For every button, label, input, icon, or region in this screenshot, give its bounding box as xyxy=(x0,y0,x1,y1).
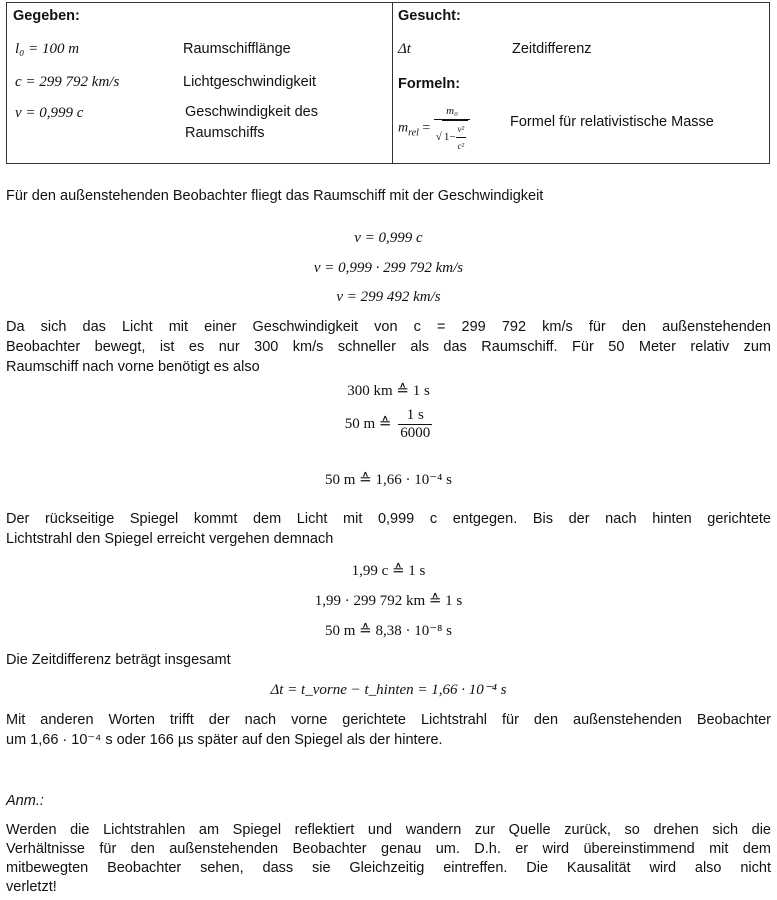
equation-5 xyxy=(0,407,777,442)
formulas-heading: Formeln: xyxy=(398,76,461,92)
equation-2: v = 0,999 · 299 792 km/s xyxy=(313,260,464,276)
equation-7: 1,99 c ≙ 1 s xyxy=(351,563,426,579)
formula-numerator: m₀ xyxy=(434,103,470,120)
formula-inner-num: v² xyxy=(456,121,467,138)
given-heading: Gegeben: xyxy=(13,8,80,24)
equation-5-numerator: 1 s xyxy=(398,407,432,425)
formula-lhs-sub: rel xyxy=(408,127,419,139)
given-lightspeed-label: Lichtgeschwindigkeit xyxy=(183,74,316,90)
given-velocity-symbol: v = 0,999 c xyxy=(15,105,84,121)
note-line-1: Werden die Lichtstrahlen am Spiegel reflektiert und wandern zur Quelle zurück, so drehen sich die xyxy=(6,822,771,838)
equation-5-lhs: 50 m ≙ xyxy=(344,415,392,432)
equation-1: v = 0,999 c xyxy=(354,230,423,246)
paragraph-2-line-3: Raumschiff nach vorne benötigt es also xyxy=(6,359,260,375)
formula-lhs: m xyxy=(398,120,409,136)
paragraph-5-line-2: um 1,66 · 10⁻⁴ s oder 166 µs später auf den Spiegel als der hintere. xyxy=(6,732,443,748)
paragraph-5-line-1: Mit anderen Worten trifft der nach vorne gerichtete Lichtstrahl für den außenstehenden Beobachter xyxy=(6,712,771,728)
given-wanted-table xyxy=(6,2,770,164)
paragraph-3-line-2: Lichtstrahl den Spiegel erreicht vergehen demnach xyxy=(6,531,334,547)
note-line-3: mitbewegten Beobachter sehen, dass sie Gleichzeitig eintreffen. Die Kausalität wird also nicht xyxy=(6,860,771,876)
equation-3: v = 299 492 km/s xyxy=(336,289,441,305)
given-velocity-label-1: Geschwindigkeit des xyxy=(185,104,318,120)
table-divider xyxy=(392,3,393,163)
given-lightspeed-symbol: c = 299 792 km/s xyxy=(15,74,120,90)
note-heading: Anm.: xyxy=(6,793,44,809)
given-length-symbol: l₀ = 100 m xyxy=(15,41,80,57)
given-length-label: Raumschifflänge xyxy=(183,41,291,57)
note-line-4: verletzt! xyxy=(6,879,57,895)
formula-fraction: m₀ √ 1− $\frac{\text{v²}}{\text{c²}}$ xyxy=(434,103,470,154)
note-line-2: Verhältnisse für den außenstehenden Beobachter genau um. D.h. er wird übereinstimmend mit dem xyxy=(6,841,771,857)
relativistic-mass-formula: $m_{rel}$ = m₀ √ 1− $\frac{\text{v²}}{\text{c²}}$ xyxy=(398,103,470,154)
paragraph-4: Die Zeitdifferenz beträgt insgesamt xyxy=(6,652,231,668)
paragraph-2-line-1: Da sich das Licht mit einer Geschwindigkeit von c = 299 792 km/s für den außenstehenden xyxy=(6,319,771,335)
wanted-heading: Gesucht: xyxy=(398,8,461,24)
paragraph-3-line-1: Der rückseitige Spiegel kommt dem Licht mit 0,999 c entgegen. Bis der nach hinten gerichtete xyxy=(6,511,771,527)
equation-5-denominator: 6000 xyxy=(400,425,431,441)
formula-label: Formel für relativistische Masse xyxy=(510,114,714,130)
wanted-label: Zeitdifferenz xyxy=(512,41,592,57)
equation-4: 300 km ≙ 1 s xyxy=(347,383,430,399)
equation-10: Δt = t_vorne − t_hinten = 1,66 · 10⁻⁴ s xyxy=(270,682,507,698)
equation-6: 50 m ≙ 1,66 · 10⁻⁴ s xyxy=(325,472,452,488)
equation-8: 1,99 · 299 792 km ≙ 1 s xyxy=(314,593,463,609)
formula-radicand: 1− xyxy=(443,131,456,144)
given-velocity-label-2: Raumschiffs xyxy=(185,125,265,141)
formula-inner-den: c² xyxy=(457,141,465,151)
wanted-symbol: Δt xyxy=(398,41,411,57)
paragraph-1: Für den außenstehenden Beobachter fliegt das Raumschiff mit der Geschwindigkeit xyxy=(6,188,544,204)
paragraph-2-line-2: Beobachter bewegt, ist es nur 300 km/s schneller als das Raumschiff. Für 50 Meter relativ zum xyxy=(6,339,771,355)
equation-9: 50 m ≙ 8,38 · 10⁻⁸ s xyxy=(325,623,452,639)
